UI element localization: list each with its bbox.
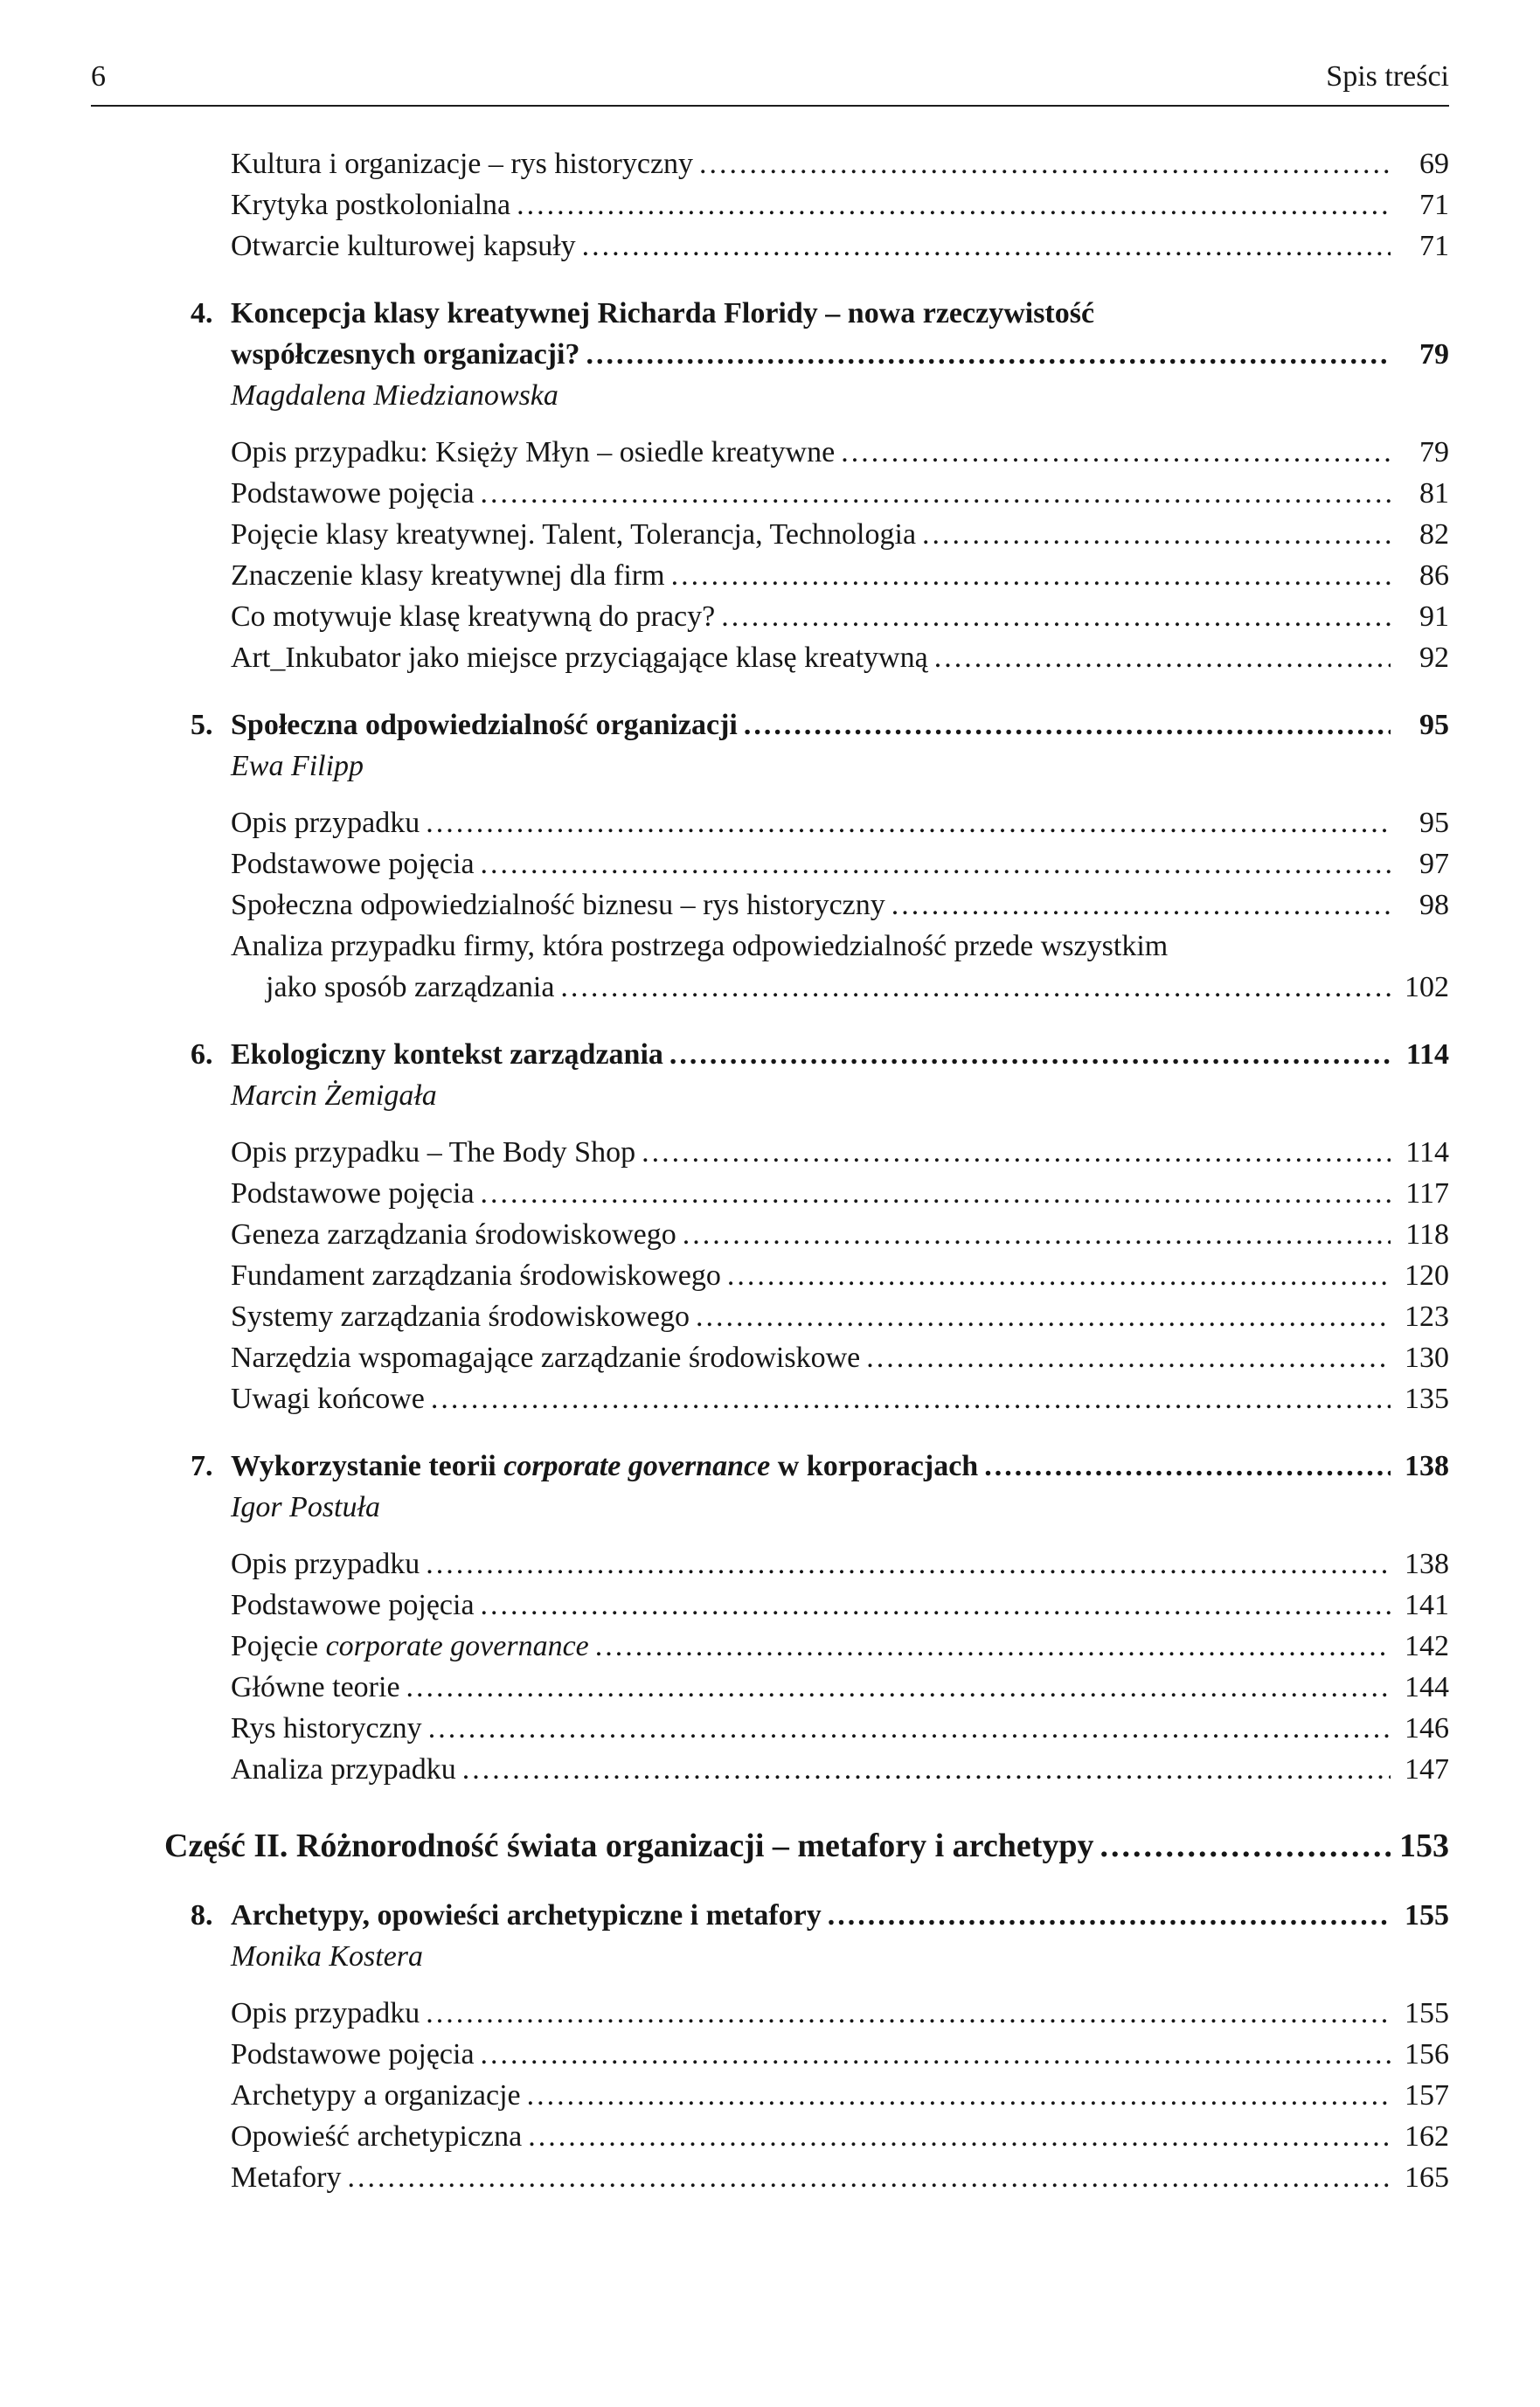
entry-label-segment: w korporacjach xyxy=(770,1450,979,1482)
entry-label xyxy=(231,1993,420,2034)
entry-label-segment: współczesnych organizacji? xyxy=(231,338,580,371)
entry-row xyxy=(231,1337,1449,1378)
entry-label xyxy=(231,2116,522,2157)
chapter-items xyxy=(231,1993,1449,2198)
page-ref: 91 xyxy=(1419,600,1449,633)
entry-label-segment: Opis przypadku xyxy=(231,807,420,839)
entry-row xyxy=(231,1993,1449,2034)
entry-label-segment: Opis przypadku xyxy=(231,1997,420,2029)
toc-item xyxy=(231,143,1449,184)
entry-row xyxy=(231,967,1449,1008)
entry-row xyxy=(231,1626,1449,1667)
toc-item xyxy=(231,1173,1449,1214)
dot-leader xyxy=(891,884,1391,926)
entry-row xyxy=(231,802,1449,843)
page-ref: 142 xyxy=(1405,1630,1449,1662)
dot-leader xyxy=(348,2157,1391,2198)
toc-item xyxy=(231,926,1449,1008)
chapter-number: 4. xyxy=(191,297,213,329)
entry-row xyxy=(231,2075,1449,2116)
toc-item xyxy=(231,514,1449,555)
page-ref: 117 xyxy=(1405,1177,1449,1210)
entry-label xyxy=(231,225,576,267)
dot-leader xyxy=(406,1667,1391,1708)
toc-item xyxy=(231,555,1449,596)
page-ref: 155 xyxy=(1405,1997,1449,2029)
page-ref: 79 xyxy=(1419,436,1449,468)
chapter-author: Ewa Filipp xyxy=(231,750,364,782)
entry-label xyxy=(231,473,475,514)
entry-label xyxy=(231,1585,475,1626)
dot-leader xyxy=(727,1255,1391,1296)
toc-item xyxy=(231,1337,1449,1378)
page-ref: 155 xyxy=(1405,1899,1449,1932)
chapter-title xyxy=(191,1895,1449,1936)
toc-chapter xyxy=(191,1895,1449,2198)
chapter-author: Magdalena Miedzianowska xyxy=(231,379,558,412)
entry-row xyxy=(231,2034,1449,2075)
entry-label-segment: Podstawowe pojęcia xyxy=(231,477,475,510)
page-ref: 156 xyxy=(1405,2038,1449,2071)
entry-label-segment: Pojęcie xyxy=(231,1630,326,1662)
toc-item xyxy=(231,473,1449,514)
dot-leader xyxy=(744,704,1391,746)
entry-label xyxy=(231,1749,456,1790)
toc-item-group xyxy=(231,143,1449,267)
entry-label xyxy=(231,967,554,1008)
chapter-number: 7. xyxy=(191,1450,213,1482)
page-ref: 86 xyxy=(1419,559,1449,592)
entry-label xyxy=(231,514,916,555)
dot-leader xyxy=(922,514,1391,555)
entry-row xyxy=(231,432,1449,473)
entry-label-segment: corporate governance xyxy=(325,1630,589,1662)
entry-label-segment: Znaczenie klasy kreatywnej dla firm xyxy=(231,559,665,592)
page-ref: 97 xyxy=(1419,848,1449,880)
page-ref: 114 xyxy=(1405,1136,1449,1169)
page-ref: 147 xyxy=(1405,1753,1449,1786)
toc-item xyxy=(231,1626,1449,1667)
entry-label-segment: Archetypy, opowieści archetypiczne i metafory xyxy=(231,1899,822,1932)
toc-item xyxy=(231,2034,1449,2075)
entry-label xyxy=(231,843,475,884)
dot-leader xyxy=(481,1173,1391,1214)
toc-item xyxy=(231,1993,1449,2034)
toc-chapter xyxy=(191,293,1449,678)
chapter-title xyxy=(191,704,1449,746)
entry-row xyxy=(231,2157,1449,2198)
chapter-title-line: Koncepcja klasy kreatywnej Richarda Floridy – nowa rzeczywistość xyxy=(231,297,1095,329)
entry-label-segment: Rys historyczny xyxy=(231,1712,422,1745)
entry-label xyxy=(231,1626,589,1667)
entry-label xyxy=(231,1708,422,1749)
entry-row xyxy=(231,1667,1449,1708)
toc-item xyxy=(231,1214,1449,1255)
entry-label xyxy=(231,1446,978,1487)
page-ref: 95 xyxy=(1419,807,1449,839)
page-number: 6 xyxy=(91,60,106,93)
page-ref: 79 xyxy=(1419,338,1449,371)
entry-row xyxy=(231,143,1449,184)
entry-row xyxy=(231,1749,1449,1790)
entry-label-segment: Krytyka postkolonialna xyxy=(231,189,511,221)
page-ref: 71 xyxy=(1419,230,1449,262)
entry-label xyxy=(231,334,579,375)
entry-label-segment: Społeczna odpowiedzialność biznesu – rys historyczny xyxy=(231,889,885,921)
dot-leader xyxy=(426,1543,1391,1585)
entry-label xyxy=(231,637,928,678)
toc-item xyxy=(231,184,1449,225)
entry-label-segment: Fundament zarządzania środowiskowego xyxy=(231,1259,721,1292)
entry-label-segment: Ekologiczny kontekst zarządzania xyxy=(231,1038,663,1071)
chapter-author: Monika Kostera xyxy=(231,1940,424,1973)
entry-row xyxy=(231,514,1449,555)
entry-row xyxy=(231,2116,1449,2157)
entry-label-segment: Opis przypadku – The Body Shop xyxy=(231,1136,636,1169)
entry-label xyxy=(231,1895,822,1936)
page-ref: 130 xyxy=(1405,1342,1449,1374)
chapter-items xyxy=(231,432,1449,678)
toc-item xyxy=(231,2075,1449,2116)
dot-leader xyxy=(582,225,1391,267)
dot-leader xyxy=(481,1585,1391,1626)
entry-label-segment: Pojęcie klasy kreatywnej. Talent, Tolerancja, Technologia xyxy=(231,518,917,551)
page-ref: 69 xyxy=(1419,148,1449,180)
entry-line: Analiza przypadku firmy, która postrzega odpowiedzialność przede wszystkim xyxy=(231,930,1169,962)
entry-label xyxy=(231,2075,521,2116)
chapter-author: Igor Postuła xyxy=(231,1491,380,1523)
dot-leader xyxy=(426,1993,1391,2034)
entry-label-segment: Wykorzystanie teorii xyxy=(231,1450,504,1482)
dot-leader xyxy=(866,1337,1391,1378)
dot-leader xyxy=(699,143,1391,184)
chapter-title-row xyxy=(231,1034,1449,1075)
toc-item xyxy=(231,2157,1449,2198)
entry-label-segment: Podstawowe pojęcia xyxy=(231,1589,475,1621)
toc-item xyxy=(231,1296,1449,1337)
page-ref: 135 xyxy=(1405,1383,1449,1415)
chapter-title-row xyxy=(231,1446,1449,1487)
entry-label xyxy=(231,802,420,843)
dot-leader xyxy=(1100,1823,1391,1869)
toc-chapter xyxy=(191,1034,1449,1419)
page-ref: 98 xyxy=(1419,889,1449,921)
dot-leader xyxy=(560,967,1391,1008)
entry-row xyxy=(231,184,1449,225)
entry-label xyxy=(231,1667,400,1708)
entry-label xyxy=(231,2157,342,2198)
entry-row xyxy=(231,1585,1449,1626)
chapter-number: 5. xyxy=(191,709,213,741)
chapter-title-row xyxy=(231,1895,1449,1936)
dot-leader xyxy=(586,334,1391,375)
entry-label-segment: Opowieść archetypiczna xyxy=(231,2120,523,2153)
dot-leader xyxy=(426,802,1391,843)
entry-label xyxy=(231,596,715,637)
page-ref: 92 xyxy=(1419,642,1449,674)
page-ref: 141 xyxy=(1405,1589,1449,1621)
page-ref: 123 xyxy=(1405,1301,1449,1333)
entry-label xyxy=(231,1543,420,1585)
toc-item xyxy=(231,884,1449,926)
page-ref: 144 xyxy=(1405,1671,1449,1703)
entry-label xyxy=(231,704,738,746)
entry-row xyxy=(231,1543,1449,1585)
entry-label-segment: Narzędzia wspomagające zarządzanie środowiskowe xyxy=(231,1342,861,1374)
entry-label xyxy=(231,2034,475,2075)
entry-label xyxy=(231,1173,475,1214)
toc-chapter xyxy=(191,704,1449,1008)
dot-leader xyxy=(527,2075,1391,2116)
entry-row xyxy=(231,637,1449,678)
entry-row xyxy=(231,473,1449,514)
dot-leader xyxy=(642,1132,1391,1173)
toc-item xyxy=(231,843,1449,884)
dot-leader xyxy=(683,1214,1391,1255)
entry-label xyxy=(231,143,693,184)
toc-item xyxy=(231,637,1449,678)
dot-leader xyxy=(528,2116,1391,2157)
entry-label-segment: Systemy zarządzania środowiskowego xyxy=(231,1301,690,1333)
entry-row xyxy=(231,555,1449,596)
chapter-title xyxy=(191,1446,1449,1487)
entry-label xyxy=(231,1378,425,1419)
page-ref: 157 xyxy=(1405,2079,1449,2112)
entry-row xyxy=(231,225,1449,267)
page-ref: 82 xyxy=(1419,518,1449,551)
toc-item xyxy=(231,1255,1449,1296)
page-title: Spis treści xyxy=(1326,60,1449,93)
toc-item xyxy=(231,1132,1449,1173)
entry-label xyxy=(231,884,885,926)
dot-leader xyxy=(721,596,1391,637)
entry-label-segment: Opis przypadku xyxy=(231,1548,420,1580)
entry-row xyxy=(231,884,1449,926)
entry-label xyxy=(231,555,665,596)
chapter-title-row xyxy=(231,334,1449,375)
chapter-title xyxy=(191,293,1449,375)
entry-row xyxy=(231,1708,1449,1749)
entry-label-segment: Główne teorie xyxy=(231,1671,400,1703)
dot-leader xyxy=(481,843,1391,884)
page-ref: 146 xyxy=(1405,1712,1449,1745)
chapter-items xyxy=(231,1132,1449,1419)
dot-leader xyxy=(696,1296,1391,1337)
page-ref: 162 xyxy=(1405,2120,1449,2153)
dot-leader xyxy=(669,1034,1391,1075)
page-ref: 165 xyxy=(1405,2161,1449,2194)
entry-label-segment: Podstawowe pojęcia xyxy=(231,2038,475,2071)
dot-leader xyxy=(934,637,1391,678)
toc-item xyxy=(231,802,1449,843)
entry-label xyxy=(231,1296,690,1337)
entry-label-segment: corporate governance xyxy=(503,1450,771,1482)
toc-item xyxy=(231,432,1449,473)
toc xyxy=(164,143,1449,2198)
toc-item xyxy=(231,1585,1449,1626)
dot-leader xyxy=(481,2034,1391,2075)
page-ref: 114 xyxy=(1405,1038,1449,1071)
entry-row xyxy=(231,596,1449,637)
toc-item xyxy=(231,1378,1449,1419)
page-ref: 95 xyxy=(1419,709,1449,741)
dot-leader xyxy=(671,555,1391,596)
toc-item xyxy=(231,2116,1449,2157)
entry-row xyxy=(231,843,1449,884)
entry-label-segment: Otwarcie kulturowej kapsuły xyxy=(231,230,576,262)
entry-label xyxy=(231,184,510,225)
chapter-title xyxy=(191,1034,1449,1075)
entry-row xyxy=(231,1173,1449,1214)
entry-label-segment: Podstawowe pojęcia xyxy=(231,848,475,880)
entry-row xyxy=(231,1378,1449,1419)
entry-label-segment: Część II. Różnorodność świata organizacji – metafory i archetypy xyxy=(164,1828,1094,1864)
entry-label-segment: jako sposób zarządzania xyxy=(266,971,555,1003)
dot-leader xyxy=(984,1446,1391,1487)
dot-leader xyxy=(428,1708,1391,1749)
page-ref: 71 xyxy=(1419,189,1449,221)
entry-row xyxy=(231,1132,1449,1173)
part-heading xyxy=(164,1823,1449,1869)
entry-label xyxy=(231,1337,860,1378)
toc-item xyxy=(231,596,1449,637)
page-ref: 81 xyxy=(1419,477,1449,510)
toc-item xyxy=(231,1543,1449,1585)
page-ref: 102 xyxy=(1405,971,1449,1003)
entry-label xyxy=(164,1823,1093,1869)
page-header xyxy=(91,0,1449,107)
entry-label xyxy=(231,432,835,473)
chapter-title-row xyxy=(231,704,1449,746)
toc-item xyxy=(231,1749,1449,1790)
entry-label-segment: Art_Inkubator jako miejsce przyciągające klasę kreatywną xyxy=(231,642,928,674)
entry-label-segment: Analiza przypadku xyxy=(231,1753,456,1786)
toc-item xyxy=(231,1667,1449,1708)
entry-label-segment: Metafory xyxy=(231,2161,342,2194)
chapter-number: 8. xyxy=(191,1899,213,1932)
entry-label-segment: Archetypy a organizacje xyxy=(231,2079,521,2112)
entry-label-segment: Podstawowe pojęcia xyxy=(231,1177,475,1210)
entry-label xyxy=(231,1132,635,1173)
dot-leader xyxy=(517,184,1391,225)
entry-label xyxy=(231,1214,676,1255)
page-ref: 118 xyxy=(1405,1218,1449,1251)
page-ref: 138 xyxy=(1405,1450,1449,1482)
entry-label-segment: Kultura i organizacje – rys historyczny xyxy=(231,148,694,180)
entry-row xyxy=(231,1255,1449,1296)
chapter-items xyxy=(231,1543,1449,1790)
entry-row xyxy=(231,1296,1449,1337)
entry-label-segment: Opis przypadku: Księży Młyn – osiedle kreatywne xyxy=(231,436,836,468)
entry-label-segment: Uwagi końcowe xyxy=(231,1383,425,1415)
toc-item xyxy=(231,1708,1449,1749)
page-ref: 153 xyxy=(1399,1828,1449,1864)
page-ref: 120 xyxy=(1405,1259,1449,1292)
entry-label xyxy=(231,1255,721,1296)
entry-row xyxy=(231,1214,1449,1255)
dot-leader xyxy=(462,1749,1391,1790)
chapter-author: Marcin Żemigała xyxy=(231,1079,437,1112)
dot-leader xyxy=(481,473,1391,514)
toc-chapter xyxy=(191,1446,1449,1790)
entry-label-segment: Co motywuje klasę kreatywną do pracy? xyxy=(231,600,716,633)
toc-item xyxy=(231,225,1449,267)
chapter-number: 6. xyxy=(191,1038,213,1071)
entry-label xyxy=(231,1034,663,1075)
page-ref: 138 xyxy=(1405,1548,1449,1580)
dot-leader xyxy=(595,1626,1391,1667)
dot-leader xyxy=(431,1378,1391,1419)
chapter-items xyxy=(231,802,1449,1008)
entry-label-segment: Społeczna odpowiedzialność organizacji xyxy=(231,709,738,741)
entry-label-segment: Geneza zarządzania środowiskowego xyxy=(231,1218,676,1251)
dot-leader xyxy=(828,1895,1391,1936)
dot-leader xyxy=(841,432,1391,473)
